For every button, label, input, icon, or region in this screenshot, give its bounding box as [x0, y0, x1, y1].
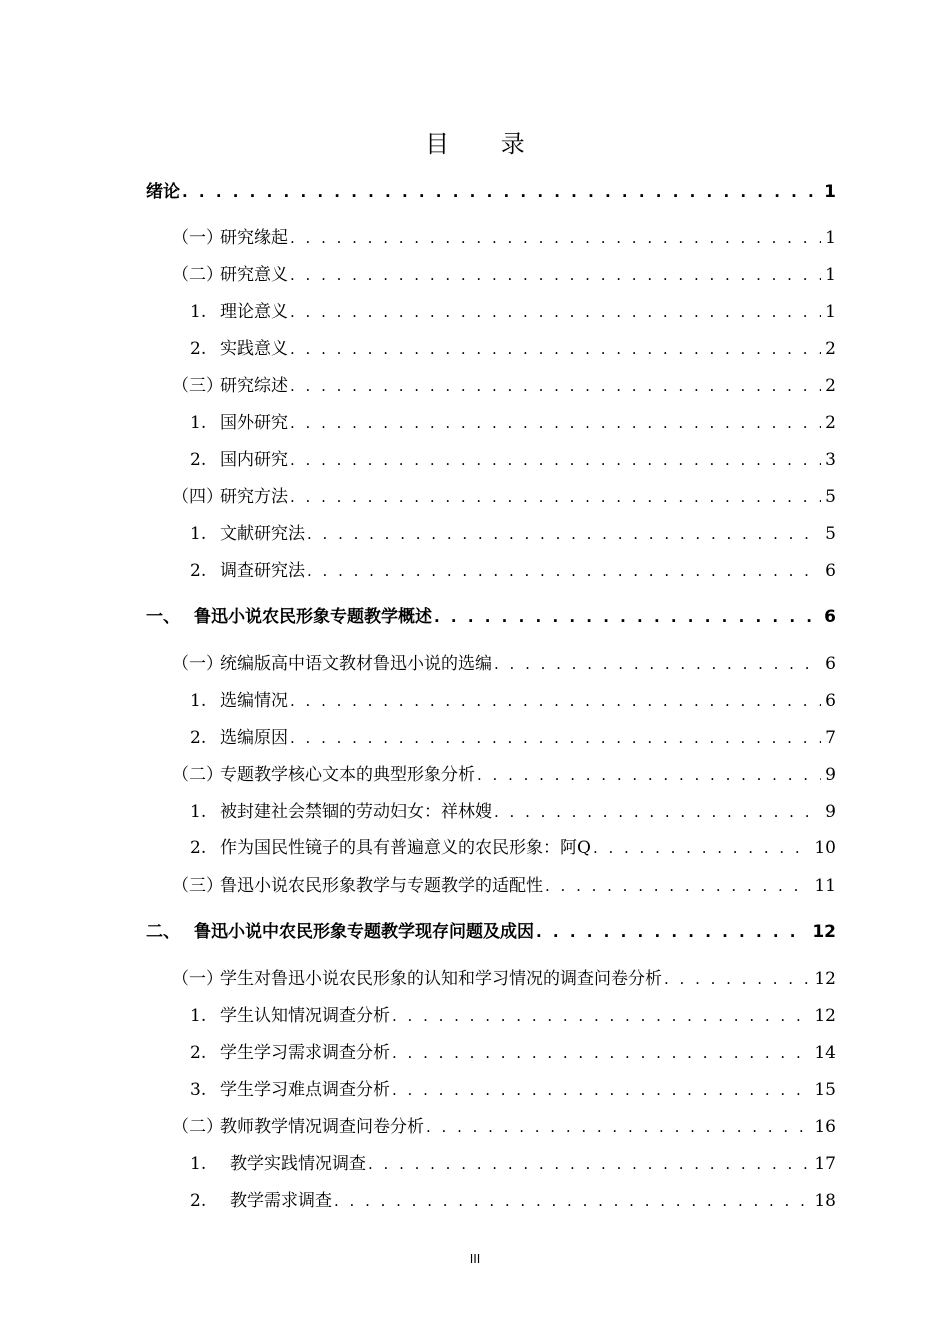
toc-entry-number: （一） — [172, 654, 223, 674]
page-number-footer: III — [469, 1252, 481, 1266]
toc-dot-leader — [426, 1115, 810, 1139]
toc-entry-number: 2. — [190, 1191, 207, 1211]
toc-entry-title: 作为国民性镜子的具有普遍意义的农民形象：阿Q — [220, 838, 591, 858]
toc-entry-page: 16 — [814, 1117, 836, 1137]
toc-entry-number: 2. — [190, 339, 207, 359]
toc-dot-leader — [307, 522, 821, 546]
toc-entry[interactable] — [190, 726, 836, 750]
toc-entry-number: 2. — [190, 1043, 207, 1063]
toc-entry-title: 教师教学情况调查问卷分析 — [220, 1117, 424, 1137]
toc-entry[interactable] — [190, 1189, 836, 1213]
toc-entry-title: 实践意义 — [220, 339, 288, 359]
toc-entry-title: 统编版高中语文教材鲁迅小说的选编 — [220, 654, 492, 674]
toc-entry-title: 教学需求调查 — [230, 1191, 332, 1211]
toc-dot-leader — [392, 1041, 810, 1065]
toc-entry-number: 2. — [190, 838, 207, 858]
toc-entry-page: 12 — [814, 969, 836, 989]
toc-entry-page: 1 — [825, 302, 836, 322]
toc-entry-title: 鲁迅小说农民形象专题教学概述 — [194, 607, 432, 627]
toc-entry-page: 9 — [825, 802, 836, 822]
toc-entry-number: 1. — [190, 1006, 207, 1026]
toc-entry-number: 2. — [190, 450, 207, 470]
toc-entry-title: 理论意义 — [220, 302, 288, 322]
toc-entry-page: 6 — [825, 691, 836, 711]
toc-entry[interactable] — [146, 180, 836, 204]
toc-dot-leader — [664, 967, 810, 991]
toc-dot-leader — [290, 726, 821, 750]
toc-dot-leader — [536, 920, 808, 944]
toc-entry[interactable] — [190, 1152, 836, 1176]
toc-entry[interactable] — [190, 522, 836, 546]
toc-dot-leader — [477, 763, 821, 787]
toc-entry-page: 2 — [825, 339, 836, 359]
toc-entry[interactable] — [172, 263, 836, 287]
toc-entry-number: 1. — [190, 524, 207, 544]
toc-dot-leader — [368, 1152, 810, 1176]
toc-entry[interactable] — [146, 920, 836, 944]
toc-entry[interactable] — [172, 485, 836, 509]
toc-entry[interactable] — [172, 652, 836, 676]
toc-dot-leader — [494, 652, 821, 676]
toc-entry-title: 学生学习需求调查分析 — [220, 1043, 390, 1063]
toc-dot-leader — [290, 300, 821, 324]
toc-entry-page: 14 — [814, 1043, 836, 1063]
toc-entry-page: 11 — [814, 876, 836, 896]
toc-entry-page: 10 — [814, 838, 836, 858]
toc-entry[interactable] — [172, 874, 836, 898]
toc-entry-page: 15 — [814, 1080, 836, 1100]
toc-entry-number: 2. — [190, 728, 207, 748]
toc-entry[interactable] — [190, 1004, 836, 1028]
toc-entry[interactable] — [172, 967, 836, 991]
toc-dot-leader — [593, 836, 810, 860]
toc-entry-title: 被封建社会禁锢的劳动妇女：祥林嫂 — [220, 802, 492, 822]
toc-dot-leader — [545, 874, 810, 898]
toc-entry-title: 国内研究 — [220, 450, 288, 470]
toc-entry-number: 1. — [190, 691, 207, 711]
toc-entry-number: 1. — [190, 802, 207, 822]
toc-entry-title: 研究缘起 — [220, 228, 288, 248]
toc-entry-page: 9 — [825, 765, 836, 785]
toc-entry[interactable] — [190, 836, 836, 860]
toc-entry[interactable] — [190, 1078, 836, 1102]
toc-entry-title: 研究意义 — [220, 265, 288, 285]
toc-entry[interactable] — [190, 411, 836, 435]
toc-entry-page: 12 — [814, 1006, 836, 1026]
toc-entry-number: 1. — [190, 413, 207, 433]
toc-entry-title: 选编原因 — [220, 728, 288, 748]
toc-dot-leader — [290, 411, 821, 435]
toc-entry[interactable] — [190, 559, 836, 583]
toc-entry[interactable] — [190, 1041, 836, 1065]
toc-dot-leader — [290, 337, 821, 361]
toc-entry[interactable] — [190, 689, 836, 713]
toc-dot-leader — [334, 1189, 810, 1213]
toc-entry-number: 二、 — [146, 922, 180, 942]
toc-entry-number: 一、 — [146, 607, 180, 627]
toc-entry[interactable] — [172, 1115, 836, 1139]
toc-entry-title: 绪论 — [146, 182, 180, 202]
toc-entry-title: 选编情况 — [220, 691, 288, 711]
toc-entry-number: （四） — [172, 487, 223, 507]
toc-dot-leader — [290, 448, 821, 472]
toc-entry-page: 1 — [824, 182, 836, 202]
toc-dot-leader — [290, 689, 821, 713]
toc-entry[interactable] — [172, 374, 836, 398]
toc-entry-page: 17 — [814, 1154, 836, 1174]
toc-entry-number: 1. — [190, 302, 207, 322]
toc-dot-leader — [392, 1004, 810, 1028]
toc-entry-title: 教学实践情况调查 — [230, 1154, 366, 1174]
toc-dot-leader — [392, 1078, 810, 1102]
toc-entry-title: 研究综述 — [220, 376, 288, 396]
toc-entry[interactable] — [190, 448, 836, 472]
toc-entry-page: 12 — [812, 922, 836, 942]
toc-entry-number: （二） — [172, 265, 223, 285]
toc-dot-leader — [290, 263, 821, 287]
toc-entry-page: 6 — [824, 607, 836, 627]
toc-entry-title: 调查研究法 — [220, 561, 305, 581]
toc-entry-title: 鲁迅小说农民形象教学与专题教学的适配性 — [220, 876, 543, 896]
toc-entry-title: 学生认知情况调查分析 — [220, 1006, 390, 1026]
toc-entry-page: 6 — [825, 654, 836, 674]
toc-entry-number: 1. — [190, 1154, 207, 1174]
toc-dot-leader — [290, 485, 821, 509]
toc-entry-number: （三） — [172, 376, 223, 396]
toc-dot-leader — [434, 605, 820, 629]
toc-entry-title: 专题教学核心文本的典型形象分析 — [220, 765, 475, 785]
toc-dot-leader — [290, 226, 821, 250]
toc-dot-leader — [182, 180, 820, 204]
toc-entry-page: 2 — [825, 413, 836, 433]
toc-entry-page: 7 — [825, 728, 836, 748]
toc-entry[interactable] — [190, 300, 836, 324]
toc-entry-number: （二） — [172, 1117, 223, 1137]
page-title: 目 录 — [425, 130, 547, 158]
toc-entry-page: 2 — [825, 376, 836, 396]
toc-entry-title: 文献研究法 — [220, 524, 305, 544]
toc-entry-page: 3 — [825, 450, 836, 470]
toc-entry-number: 2. — [190, 561, 207, 581]
toc-dot-leader — [290, 374, 821, 398]
toc-entry-page: 1 — [825, 265, 836, 285]
toc-entry[interactable] — [172, 763, 836, 787]
toc-entry[interactable] — [146, 605, 836, 629]
toc-entry-page: 1 — [825, 228, 836, 248]
toc-entry[interactable] — [190, 337, 836, 361]
toc-entry-number: （一） — [172, 969, 223, 989]
toc-entry-page: 6 — [825, 561, 836, 581]
toc-entry-page: 18 — [814, 1191, 836, 1211]
toc-entry-number: （三） — [172, 876, 223, 896]
toc-entry-page: 5 — [825, 487, 836, 507]
toc-entry-page: 5 — [825, 524, 836, 544]
toc-dot-leader — [494, 800, 821, 824]
toc-entry-title: 研究方法 — [220, 487, 288, 507]
toc-entry-number: （一） — [172, 228, 223, 248]
toc-entry-title: 学生对鲁迅小说农民形象的认知和学习情况的调查问卷分析 — [220, 969, 662, 989]
toc-entry[interactable] — [190, 800, 836, 824]
toc-entry-title: 国外研究 — [220, 413, 288, 433]
toc-entry[interactable] — [172, 226, 836, 250]
toc-entry-title: 学生学习难点调查分析 — [220, 1080, 390, 1100]
toc-entry-number: 3. — [190, 1080, 207, 1100]
toc-entry-number: （二） — [172, 765, 223, 785]
toc-dot-leader — [307, 559, 821, 583]
toc-entry-title: 鲁迅小说中农民形象专题教学现存问题及成因 — [194, 922, 534, 942]
